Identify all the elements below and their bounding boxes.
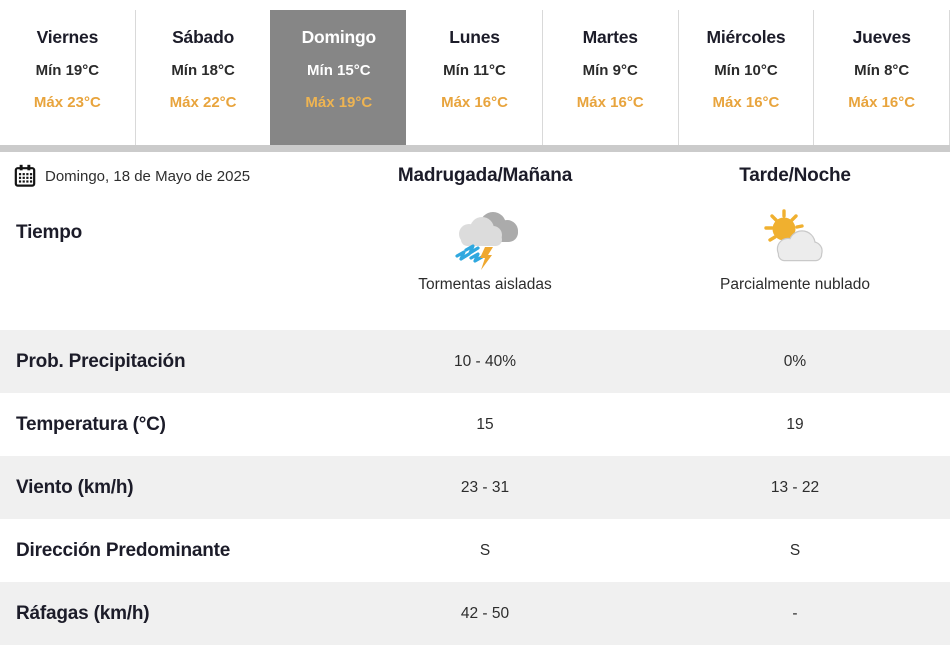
detail-table xyxy=(0,330,950,645)
row-morning-value: 23 - 31 xyxy=(460,478,510,496)
tabbar-divider xyxy=(0,145,950,152)
weather-row xyxy=(0,200,950,330)
day-tab[interactable] xyxy=(542,10,678,145)
day-detail-panel xyxy=(0,152,950,645)
row-label: Dirección Predominante xyxy=(16,539,231,561)
column-header-evening: Tarde/Noche xyxy=(739,165,851,186)
row-label: Prob. Precipitación xyxy=(16,350,186,372)
day-tab[interactable] xyxy=(678,10,814,145)
row-morning-value: 42 - 50 xyxy=(460,604,510,622)
day-max-temp: Máx 22°C xyxy=(169,94,237,111)
day-max-temp: Máx 16°C xyxy=(848,94,916,111)
row-evening-value: 0% xyxy=(783,352,807,370)
day-name: Miércoles xyxy=(706,27,786,47)
date-cell xyxy=(0,164,330,188)
selected-date-label: Domingo, 18 de Mayo de 2025 xyxy=(45,167,251,185)
weather-row-label: Tiempo xyxy=(16,222,83,243)
table-row xyxy=(0,393,950,456)
day-max-temp: Máx 16°C xyxy=(576,94,644,111)
weather-evening-cell xyxy=(640,200,950,330)
thunderstorm-icon xyxy=(440,206,530,274)
day-tabs xyxy=(0,0,950,145)
weather-morning-cell xyxy=(330,200,640,330)
day-min-temp: Mín 9°C xyxy=(582,62,638,79)
row-evening-value: 13 - 22 xyxy=(770,478,820,496)
day-tab[interactable] xyxy=(406,10,542,145)
day-min-temp: Mín 18°C xyxy=(171,62,235,79)
day-max-temp: Máx 16°C xyxy=(441,94,508,111)
calendar-icon xyxy=(14,164,36,188)
day-min-temp: Mín 10°C xyxy=(714,62,778,79)
row-label: Temperatura (°C) xyxy=(16,413,166,435)
day-tab[interactable] xyxy=(270,10,406,145)
day-name: Domingo xyxy=(301,27,376,47)
detail-header-row xyxy=(0,152,950,200)
day-name: Sábado xyxy=(172,27,235,47)
day-name: Jueves xyxy=(852,27,911,47)
column-header-morning: Madrugada/Mañana xyxy=(397,165,573,186)
weather-evening-caption: Parcialmente nublado xyxy=(720,276,870,293)
day-min-temp: Mín 19°C xyxy=(35,62,100,79)
row-evening-value: - xyxy=(792,604,798,622)
weather-morning-caption: Tormentas aisladas xyxy=(418,276,552,293)
row-morning-value: S xyxy=(479,541,491,559)
row-label: Ráfagas (km/h) xyxy=(16,602,150,624)
day-min-temp: Mín 8°C xyxy=(854,62,910,79)
day-name: Viernes xyxy=(36,27,99,47)
day-name: Lunes xyxy=(449,27,500,47)
table-row xyxy=(0,330,950,393)
day-max-temp: Máx 16°C xyxy=(712,94,780,111)
day-name: Martes xyxy=(582,27,638,47)
row-evening-value: 19 xyxy=(786,415,804,433)
day-tab[interactable] xyxy=(813,10,950,145)
row-evening-value: S xyxy=(789,541,801,559)
day-tab[interactable] xyxy=(135,10,271,145)
table-row xyxy=(0,519,950,582)
day-min-temp: Mín 15°C xyxy=(307,62,371,79)
day-min-temp: Mín 11°C xyxy=(443,62,506,79)
row-morning-value: 10 - 40% xyxy=(453,352,517,370)
day-tab[interactable] xyxy=(0,10,135,145)
row-label: Viento (km/h) xyxy=(16,476,134,498)
partly-cloudy-icon xyxy=(750,206,840,274)
row-morning-value: 15 xyxy=(476,415,494,433)
table-row xyxy=(0,582,950,645)
day-max-temp: Máx 23°C xyxy=(33,94,101,111)
day-max-temp: Máx 19°C xyxy=(305,94,373,111)
table-row xyxy=(0,456,950,519)
